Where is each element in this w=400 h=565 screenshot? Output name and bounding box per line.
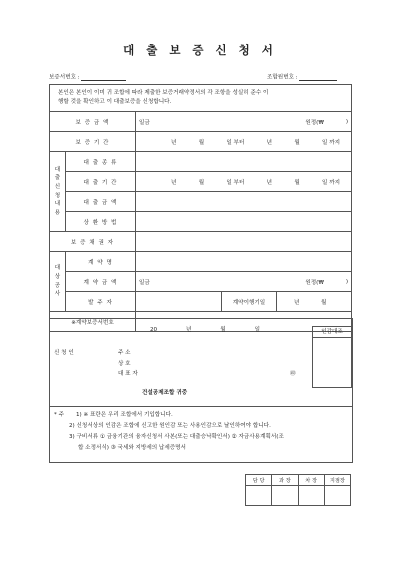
gp-to-day: 일 까지 <box>322 139 341 146</box>
contract-name-label: 계 약 명 <box>66 252 136 272</box>
cd-month: 월 <box>321 299 327 306</box>
application-form-table <box>49 84 352 332</box>
date-year: 년 <box>186 327 192 333</box>
gp-from-month: 월 <box>198 139 205 146</box>
guarantee-amount-label: 보 증 금 액 <box>50 112 136 132</box>
approval-header-1: 담 당 <box>246 475 272 486</box>
intro-text <box>50 85 352 112</box>
loan-content-group-label <box>50 152 66 232</box>
amount-prefix: 일금 <box>139 119 150 126</box>
date-day: 일 <box>254 327 260 333</box>
loan-type-field[interactable] <box>136 152 352 172</box>
repay-method-field[interactable] <box>136 212 352 232</box>
guarantee-period-field[interactable] <box>136 132 352 152</box>
approval-sign-3[interactable] <box>298 486 324 506</box>
member-number-field[interactable] <box>267 74 337 81</box>
guarantee-amount-row <box>50 112 352 132</box>
guarantee-number-field[interactable] <box>49 74 126 81</box>
notes-prefix: * 주 <box>54 412 64 418</box>
approval-sign-2[interactable] <box>272 486 298 506</box>
approval-sign-4[interactable] <box>324 486 350 506</box>
contract-amount-row <box>50 272 352 292</box>
notes-section <box>49 406 353 463</box>
note-1: 1) ※ 표란은 우리 조합에서 기입합니다. <box>76 412 173 418</box>
contract-name-row <box>50 252 352 272</box>
gp-to-month: 월 <box>294 139 300 146</box>
member-number-label: 조합원번호 : <box>267 74 298 81</box>
application-date[interactable] <box>150 327 260 334</box>
creditor-label: 보 증 채 권 자 <box>50 232 136 252</box>
intro-row <box>50 85 352 112</box>
contract-amount-field[interactable] <box>136 272 352 292</box>
company-label: 상 호 <box>118 361 131 367</box>
creditor-field[interactable] <box>136 232 352 252</box>
seal-mark: ㊞ <box>290 371 296 377</box>
approval-header-3: 차 장 <box>298 475 324 486</box>
loan-type-row <box>50 152 352 172</box>
orderer-label: 발 주 자 <box>66 292 136 312</box>
applicant-label: 신 청 인 <box>54 350 74 356</box>
seal-check-label: 인감대조 <box>313 327 351 338</box>
guarantee-period-row <box>50 132 352 152</box>
loan-amount-label: 대 출 금 액 <box>66 192 136 212</box>
contract-amount-label: 계 약 금 액 <box>66 272 136 292</box>
approval-table <box>245 474 351 506</box>
amount-paren: ) <box>345 118 349 125</box>
seal-check-box[interactable] <box>312 326 352 388</box>
loan-amount-field[interactable] <box>136 192 352 212</box>
creditor-row <box>50 232 352 252</box>
note-3b: 합 소정서식) ③ 국세와 지방세의 납세증명서 <box>78 445 186 451</box>
repay-method-label: 상 환 방 법 <box>66 212 136 232</box>
lp-from-year: 년 <box>171 179 177 186</box>
representative-label: 대 표 자 <box>118 371 138 377</box>
loan-period-row <box>50 172 352 192</box>
note-2: 2) 신청서상의 인감은 조합에 신고한 원인감 또는 사용인감으로 날인하여야 합니다. <box>69 423 271 429</box>
contract-date-field[interactable] <box>277 292 352 312</box>
loan-content-vertical: 대출신청내용 <box>54 166 61 216</box>
cd-year: 년 <box>294 299 300 306</box>
contract-amount-paren: ) <box>345 278 349 285</box>
loan-period-field[interactable] <box>136 172 352 192</box>
date-month: 월 <box>220 327 226 333</box>
guarantee-number-label: 보증서번호 : <box>49 74 80 81</box>
contract-amount-prefix: 일금 <box>139 279 150 286</box>
note-3a: 3) 구비서류 ① 금융기관의 융자신청서 사본(또는 대출승낙확인서) ② 자금사용계획서(조 <box>69 434 284 440</box>
address-label: 주 소 <box>118 350 131 356</box>
orderer-field[interactable] <box>136 292 222 312</box>
intro-line-1: 본인은 본인이 이미 귀 조합에 따라 제출한 보증거래약정서의 각 조항을 성실히 준수 이 <box>58 90 269 97</box>
loan-period-label: 대 출 기 간 <box>66 172 136 192</box>
contract-date-label: 계약이행기일 <box>222 292 277 312</box>
target-group-vertical: 대상공사 <box>54 265 61 298</box>
lp-to-month: 월 <box>294 179 300 186</box>
guarantee-number-line <box>81 74 126 81</box>
lp-from-month: 월 <box>198 179 205 186</box>
contract-guarantee-no-label: ※계약보증서번호 <box>50 312 136 332</box>
loan-type-label: 대 출 종 류 <box>66 152 136 172</box>
approval-header-2: 과 장 <box>272 475 298 486</box>
lp-from-day: 일 부터 <box>226 179 245 186</box>
gp-from-day: 일 부터 <box>226 139 245 146</box>
contract-amount-suffix: 원정(₩ <box>305 279 324 286</box>
approval-sign-1[interactable] <box>246 486 272 506</box>
approval-header-4: 지점장 <box>324 475 350 486</box>
guarantee-period-label: 보 증 기 간 <box>50 132 136 152</box>
orderer-row <box>50 292 352 312</box>
signature-section <box>49 318 353 407</box>
recipient: 건설공제조합 귀중 <box>142 390 188 396</box>
document-title: 대 출 보 증 신 청 서 <box>123 43 277 57</box>
date-prefix: 20 <box>150 327 158 333</box>
lp-to-year: 년 <box>266 179 273 186</box>
gp-to-year: 년 <box>266 139 273 146</box>
member-number-line <box>299 74 337 81</box>
target-group-label <box>50 252 66 312</box>
repay-method-row <box>50 212 352 232</box>
guarantee-amount-field[interactable] <box>136 112 352 132</box>
lp-to-day: 일 까지 <box>322 179 341 186</box>
contract-name-field[interactable] <box>136 252 352 272</box>
intro-line-2: 행할 것을 확인하고 이 대출보증을 신청합니다. <box>58 99 172 105</box>
gp-from-year: 년 <box>171 139 177 146</box>
amount-suffix: 원정(₩ <box>305 119 324 126</box>
loan-amount-row <box>50 192 352 212</box>
